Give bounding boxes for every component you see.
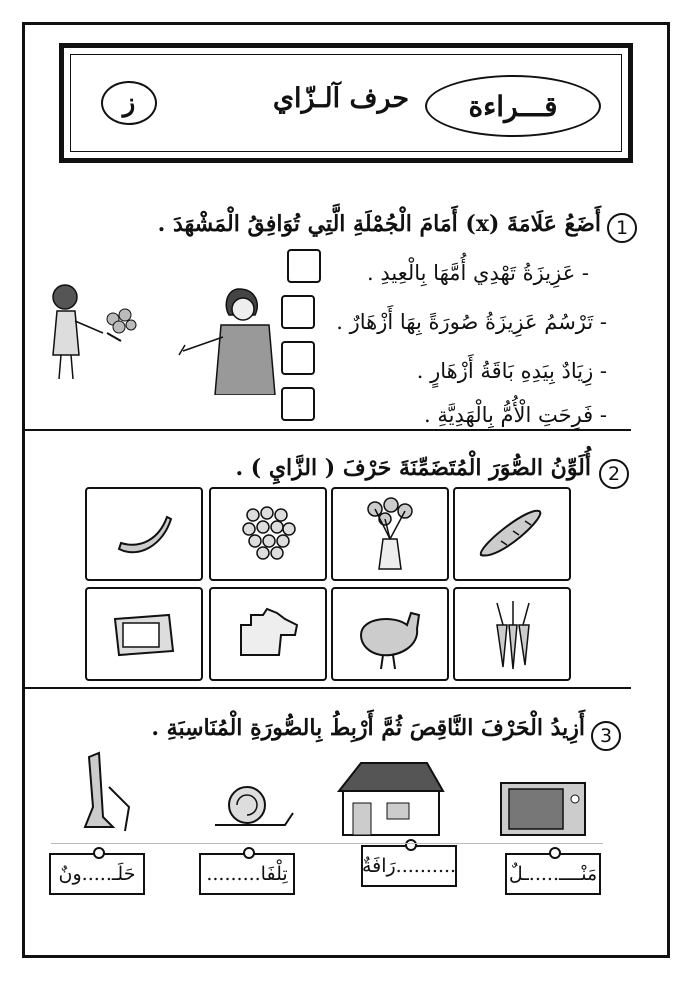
- flower-vase-icon: [345, 495, 435, 573]
- girl-figure: [53, 285, 103, 379]
- card-hole-icon: [405, 839, 417, 851]
- picture-hen[interactable]: [331, 587, 449, 681]
- worksheet-page: [22, 22, 670, 958]
- banana-icon: [99, 495, 189, 573]
- card-hole-icon: [93, 847, 105, 859]
- television-icon: [99, 595, 189, 673]
- checkbox-sentence-4[interactable]: [281, 387, 315, 421]
- checkbox-sentence-2[interactable]: [281, 295, 315, 329]
- word-card-1[interactable]: حَلَـ.....ونٌ: [49, 853, 145, 895]
- section-divider-2: [25, 687, 631, 689]
- grapes-icon: [223, 495, 313, 573]
- sentence-1: - عَزِيزَةُ تَهْدِي أُمَّهَا بِالْعِيدِ .: [367, 261, 589, 285]
- section3-instruction: أَزِيدُ الْحَرْفَ النَّاقِصَ ثُمَّ أَرْبِطُ بِالصُّورَةِ الْمُنَاسِبَةِ .: [151, 715, 585, 741]
- card-hole-icon: [243, 847, 255, 859]
- header-inner-border: [70, 54, 622, 152]
- sentence-3: - زِيَادٌ بِيَدِهِ بَاقَةُ أَزْهَارٍ .: [416, 359, 607, 383]
- picture-grapes[interactable]: [209, 487, 327, 581]
- letter-badge: ز: [101, 81, 157, 125]
- picture-carrots[interactable]: [453, 587, 571, 681]
- picture-glove[interactable]: [209, 587, 327, 681]
- section2-instruction: أُلَوِّنُ الصُّوَرَ الْمُتَضَمِّنَةَ حَرْفَ ( الزَّايِ ) .: [235, 455, 591, 481]
- checkbox-sentence-1[interactable]: [287, 249, 321, 283]
- page-title: حرف آلـزّاي: [272, 83, 410, 114]
- house-icon: [331, 757, 447, 841]
- glove-icon: [223, 595, 313, 673]
- sentence-4: - فَرِحَتِ الْأُمُّ بِالْهَدِيَّةِ .: [424, 403, 607, 427]
- sentence-2: - تَرْسُمُ عَزِيزَةُ صُورَةً بِهَا أَزْهَارٌ .: [336, 310, 607, 334]
- word-card-2[interactable]: تِلْفَا.........: [199, 853, 295, 895]
- television-icon: [495, 777, 591, 841]
- carrots-icon: [467, 595, 557, 673]
- hen-icon: [345, 595, 435, 673]
- section-number-2: 2: [599, 459, 629, 489]
- scene-illustration: [43, 275, 283, 395]
- header-frame: [59, 43, 633, 163]
- checkbox-sentence-3[interactable]: [281, 341, 315, 375]
- picture-banana[interactable]: [85, 487, 203, 581]
- picture-television[interactable]: [85, 587, 203, 681]
- card-hole-icon: [549, 847, 561, 859]
- faint-guide-line: [51, 843, 603, 844]
- giraffe-icon: [69, 747, 149, 837]
- mother-figure: [179, 289, 275, 395]
- section1-instruction: أَضَعُ عَلَامَةَ (x) أَمَامَ الْجُمْلَةِ الَّتِي تُوَافِقُ الْمَشْهَدَ .: [157, 211, 601, 237]
- word-card-4[interactable]: مَنْــــ.....ـلٌ: [505, 853, 601, 895]
- section-number-3: 3: [591, 721, 621, 751]
- section-number-1: 1: [607, 213, 637, 243]
- snail-icon: [205, 777, 295, 837]
- picture-bread[interactable]: [453, 487, 571, 581]
- bread-icon: [467, 495, 557, 573]
- flower-bouquet-icon: [107, 309, 136, 341]
- subject-badge: قـــراءة: [425, 75, 601, 137]
- section-divider-1: [25, 429, 631, 431]
- picture-flower-vase[interactable]: [331, 487, 449, 581]
- word-card-3[interactable]: ..........رَافَةٌ: [361, 845, 457, 887]
